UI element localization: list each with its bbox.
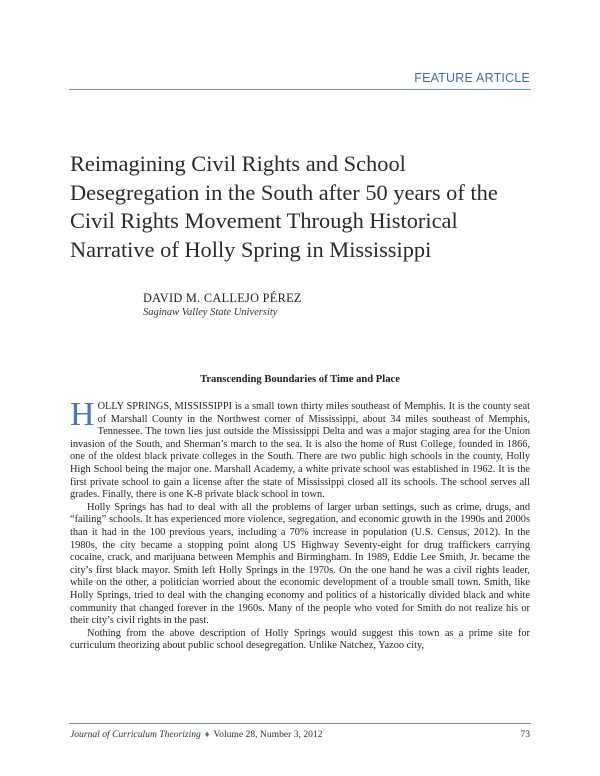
title-line: Narrative of Holly Spring in Mississippi [70,236,432,262]
paragraph-text: OLLY SPRINGS, MISSISSIPPI is a small town thirty miles southeast of Memphis. It is the county seat of Marshall County in the Northwest corner of Mississippi, about 34 miles southeast of Memphis, Tennessee. The town lies just outside the Mississippi Delta and was a major staging area for the Union invasion of the South, and Sherman’s march to the sea. It is also the home of Rust College, founded in 1866, one of the oldest black private colleges in the South. There are two public high schools in the county, Holly High School being the major one. Marshall Academy, a white private school was established in 1962. It is the first private school to gain a license after the state of Mississippi closed all its schools. The school serves all grades. Finally, there is one K-8 private black school in town. [70,401,530,501]
journal-name: Journal of Curriculum Theorizing [70,729,201,740]
section-heading: Transcending Boundaries of Time and Place [200,374,400,385]
page-number: 73 [520,729,530,740]
footer-citation [70,729,323,740]
feature-article-label: FEATURE ARTICLE [414,71,530,85]
title-line: Desegregation in the South after 50 years of the [70,179,498,205]
author-name: DAVID M. CALLEJO PÉREZ [143,291,302,305]
drop-cap: H [70,396,95,433]
title-line: Reimagining Civil Rights and School [70,151,406,176]
body-paragraph [70,396,530,502]
diamond-icon: ♦ [204,729,210,739]
body-paragraph: Nothing from the above description of Holly Springs would suggest this town as a prime site for curriculum theorizing about public school desegregation. Unlike Natchez, Yazoo city, [70,627,530,652]
header-rule [69,89,531,90]
author-affiliation: Saginaw Valley State University [143,307,278,318]
article-body [70,396,530,653]
title-line: Civil Rights Movement Through Historical [70,208,458,233]
volume-info: Volume 28, Number 3, 2012 [213,729,323,740]
body-paragraph: Holly Springs has had to deal with all the problems of larger urban settings, such as crime, drugs, and “failing” schools. It has experienced more violence, segregation, and economic growth in the 1990s and 2000s than it had in the 100 previous years, including a 70% increase in population (U.S. Census, 2012). In the 1980s, the city became a stopping point along US Highway Seventy-eight for drug traffickers carrying cocaine, crack, and marijuana between Memphis and Birmingham. In 1989, Eddie Lee Smith, Jr. became the city’s first black mayor. Smith left Holly Springs in the 1970s. On the one hand he was a civil rights leader, while on the other, a politician worried about the economic development of a trouble small town. Smith, like Holly Springs, tried to deal with the changing economy and politics of a historically divided black and white community that changed forever in the 1960s. Many of the people who voted for Smith do not realize his or their city’s civil rights in the past. [70,501,530,627]
article-title [70,150,540,264]
footer-rule [69,723,531,724]
